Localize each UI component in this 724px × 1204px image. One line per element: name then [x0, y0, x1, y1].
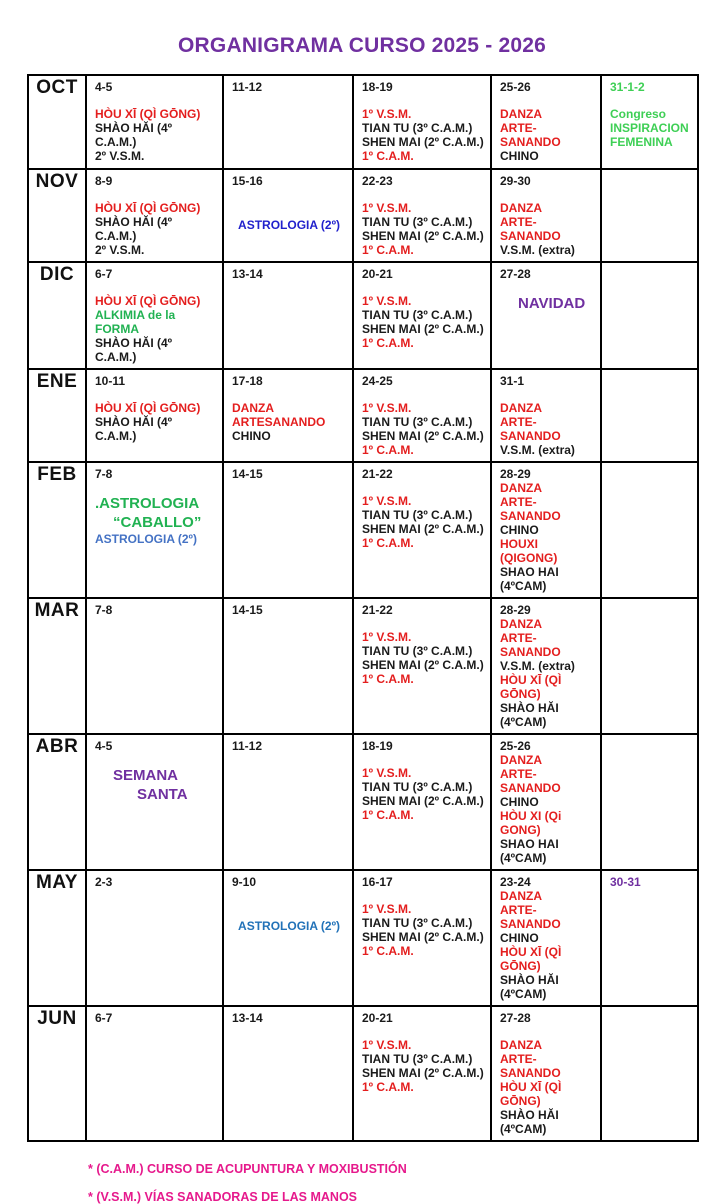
cell-line: CHINO	[500, 795, 539, 809]
schedule-table	[27, 74, 699, 1142]
cell-line: 1º C.A.M.	[362, 243, 414, 257]
cell-line: SANTA	[137, 786, 188, 803]
month-label: MAR	[28, 598, 86, 734]
cell-date: 23-24	[500, 875, 531, 889]
cell-date: 6-7	[95, 1011, 113, 1025]
cell-line: TIAN TU (3º C.A.M.)	[362, 780, 473, 794]
calendar-cell	[223, 369, 353, 462]
cell-line: HOUXI (QIGONG)	[500, 537, 558, 565]
calendar-cell	[353, 734, 491, 870]
cell-line: 1º V.S.M.	[362, 401, 412, 415]
cell-line: HÒU XĪ (QÌ GŌNG)	[500, 1080, 562, 1108]
month-label: NOV	[28, 169, 86, 262]
cell-line: 1º V.S.M.	[362, 902, 412, 916]
cell-line: SHEN MAI (2º C.A.M.)	[362, 135, 484, 149]
cell-date: 14-15	[232, 467, 263, 481]
cell-date: 7-8	[95, 467, 113, 481]
cell-line: DANZA	[500, 201, 542, 215]
cell-line: ARTE-SANANDO	[500, 631, 561, 659]
calendar-cell	[86, 169, 223, 262]
calendar-cell	[353, 462, 491, 598]
cell-line: HÒU XĪ (QÌ GŌNG)	[500, 945, 562, 973]
cell-date: 17-18	[232, 374, 263, 388]
cell-line: ARTE-SANANDO	[500, 415, 561, 443]
calendar-cell	[86, 1006, 223, 1141]
cell-line: Congreso	[610, 107, 667, 121]
cell-line: SHEN MAI (2º C.A.M.)	[362, 229, 484, 243]
month-row	[28, 598, 698, 734]
cell-line: SHÀO HĂI (4ºCAM)	[500, 1108, 559, 1136]
cell-date: 11-12	[232, 80, 263, 94]
cell-date: 7-8	[95, 603, 113, 617]
calendar-cell	[491, 369, 601, 462]
calendar-cell	[86, 870, 223, 1006]
calendar-cell	[223, 75, 353, 169]
footnote-cam: * (C.A.M.) CURSO DE ACUPUNTURA Y MOXIBUSTIÓN	[88, 1162, 407, 1176]
cell-line: DANZA	[232, 401, 274, 415]
month-label: ABR	[28, 734, 86, 870]
cell-date: 31-1	[500, 374, 525, 388]
cell-line: SHEN MAI (2º C.A.M.)	[362, 794, 484, 808]
cell-line: TIAN TU (3º C.A.M.)	[362, 916, 473, 930]
cell-line: DANZA	[500, 401, 542, 415]
cell-date: 4-5	[95, 739, 113, 753]
cell-line: 1º V.S.M.	[362, 107, 412, 121]
cell-line: SHÀO HĂI (4º C.A.M.)	[95, 121, 173, 149]
cell-date: 15-16	[232, 174, 263, 188]
cell-date: 13-14	[232, 267, 263, 281]
cell-line: CHINO	[500, 931, 539, 945]
cell-line: ARTESANANDO	[232, 415, 326, 429]
cell-date: 25-26	[500, 80, 531, 94]
calendar-cell	[86, 734, 223, 870]
cell-date: 27-28	[500, 1011, 531, 1025]
cell-date: 18-19	[362, 739, 393, 753]
month-row	[28, 262, 698, 369]
month-row	[28, 75, 698, 169]
calendar-cell	[491, 598, 601, 734]
cell-line: 1º C.A.M.	[362, 443, 414, 457]
cell-line: TIAN TU (3º C.A.M.)	[362, 308, 473, 322]
calendar-cell	[86, 598, 223, 734]
cell-line: 2º V.S.M.	[95, 149, 145, 163]
footnotes	[88, 1162, 724, 1204]
cell-line: SHAO HAI (4ºCAM)	[500, 837, 559, 865]
cell-line: ALKIMIA de la FORMA	[95, 308, 176, 336]
month-label: MAY	[28, 870, 86, 1006]
cell-date: 2-3	[95, 875, 113, 889]
cell-line: SHÀO HĂI (4º C.A.M.)	[95, 336, 173, 364]
cell-line: HÒU XĪ (QÌ GŌNG)	[95, 201, 201, 215]
cell-line: 1º C.A.M.	[362, 336, 414, 350]
calendar-cell	[223, 734, 353, 870]
calendar-cell	[491, 462, 601, 598]
cell-line: 1º V.S.M.	[362, 1038, 412, 1052]
cell-line: SHÀO HĂI (4º C.A.M.)	[95, 415, 173, 443]
calendar-cell	[491, 734, 601, 870]
cell-line: SHÀO HĂI (4ºCAM)	[500, 973, 559, 1001]
cell-line: 1º V.S.M.	[362, 494, 412, 508]
cell-line: TIAN TU (3º C.A.M.)	[362, 215, 473, 229]
month-row	[28, 369, 698, 462]
cell-date: 28-29	[500, 603, 531, 617]
cell-line: 1º V.S.M.	[362, 766, 412, 780]
cell-line: HÒU XĪ (QÌ GŌNG)	[95, 294, 201, 308]
month-row	[28, 169, 698, 262]
month-label: DIC	[28, 262, 86, 369]
cell-line: HÒU XĪ (QÌ GŌNG)	[95, 401, 201, 415]
calendar-cell	[353, 870, 491, 1006]
cell-line: ASTROLOGIA (2º)	[238, 218, 340, 232]
calendar-cell	[491, 262, 601, 369]
cell-line: 1º V.S.M.	[362, 201, 412, 215]
calendar-cell	[353, 598, 491, 734]
calendar-cell	[86, 75, 223, 169]
calendar-cell	[601, 734, 698, 870]
month-label: OCT	[28, 75, 86, 169]
cell-line: ARTE-SANANDO	[500, 495, 561, 523]
calendar-cell	[491, 870, 601, 1006]
cell-date: 9-10	[232, 875, 257, 889]
calendar-cell	[353, 75, 491, 169]
calendar-cell	[223, 1006, 353, 1141]
cell-line: V.S.M. (extra)	[500, 243, 575, 257]
cell-line: ASTROLOGIA (2º)	[95, 532, 197, 546]
cell-line: TIAN TU (3º C.A.M.)	[362, 508, 473, 522]
cell-date: 14-15	[232, 603, 263, 617]
cell-line: NAVIDAD	[518, 295, 586, 312]
month-row	[28, 734, 698, 870]
cell-line: ARTE-SANANDO	[500, 215, 561, 243]
month-label: JUN	[28, 1006, 86, 1141]
calendar-cell	[353, 262, 491, 369]
cell-line: ARTE-SANANDO	[500, 1052, 561, 1080]
cell-line: FEMENINA	[610, 135, 673, 149]
cell-line: CHINO	[500, 149, 539, 163]
calendar-cell	[86, 462, 223, 598]
cell-line: V.S.M. (extra)	[500, 659, 575, 673]
cell-date: 22-23	[362, 174, 393, 188]
cell-date: 20-21	[362, 267, 393, 281]
cell-line: SEMANA	[113, 767, 179, 784]
cell-line: DANZA	[500, 617, 542, 631]
cell-date: 24-25	[362, 374, 393, 388]
cell-date: 6-7	[95, 267, 113, 281]
cell-line: 1º V.S.M.	[362, 630, 412, 644]
cell-line: ARTE-SANANDO	[500, 903, 561, 931]
calendar-cell	[223, 598, 353, 734]
cell-line: HÒU XI (Qi GONG)	[500, 809, 562, 837]
cell-date: 27-28	[500, 267, 531, 281]
cell-line: SHEN MAI (2º C.A.M.)	[362, 1066, 484, 1080]
cell-line: SHÀO HĂI (4º C.A.M.)	[95, 215, 173, 243]
cell-line: ARTE-SANANDO	[500, 767, 561, 795]
cell-date: 29-30	[500, 174, 531, 188]
calendar-cell	[601, 169, 698, 262]
cell-line: HÒU XĪ (QÌ GŌNG)	[95, 107, 201, 121]
cell-date: 25-26	[500, 739, 531, 753]
cell-line: TIAN TU (3º C.A.M.)	[362, 415, 473, 429]
cell-line: ASTROLOGIA (2º)	[238, 919, 340, 933]
cell-line: TIAN TU (3º C.A.M.)	[362, 121, 473, 135]
calendar-cell	[491, 169, 601, 262]
cell-line: 1º C.A.M.	[362, 808, 414, 822]
cell-line: DANZA	[500, 889, 542, 903]
footnote-vsm: * (V.S.M.) VÍAS SANADORAS DE LAS MANOS	[88, 1190, 358, 1204]
cell-line: CHINO	[232, 429, 271, 443]
cell-date: 20-21	[362, 1011, 393, 1025]
calendar-cell	[601, 598, 698, 734]
cell-line: “CABALLO”	[113, 514, 202, 531]
cell-line: V.S.M. (extra)	[500, 443, 575, 457]
cell-line: SHEN MAI (2º C.A.M.)	[362, 522, 484, 536]
calendar-cell	[601, 75, 698, 169]
cell-date: 10-11	[95, 374, 126, 388]
calendar-cell	[86, 262, 223, 369]
calendar-cell	[223, 169, 353, 262]
calendar-cell	[601, 369, 698, 462]
calendar-cell	[491, 1006, 601, 1141]
cell-line: SHEN MAI (2º C.A.M.)	[362, 658, 484, 672]
cell-date: 18-19	[362, 80, 393, 94]
calendar-cell	[223, 870, 353, 1006]
cell-line: DANZA	[500, 1038, 542, 1052]
month-row	[28, 870, 698, 1006]
calendar-cell	[353, 369, 491, 462]
cell-line: 1º C.A.M.	[362, 944, 414, 958]
cell-date: 13-14	[232, 1011, 263, 1025]
cell-line: SHEN MAI (2º C.A.M.)	[362, 429, 484, 443]
cell-line: 1º C.A.M.	[362, 149, 414, 163]
calendar-cell	[223, 462, 353, 598]
cell-date: 31-1-2	[610, 80, 645, 94]
cell-line: DANZA	[500, 107, 542, 121]
schedule-table-body	[28, 75, 698, 1141]
calendar-cell	[601, 870, 698, 1006]
cell-line: TIAN TU (3º C.A.M.)	[362, 1052, 473, 1066]
month-row	[28, 462, 698, 598]
cell-date: 11-12	[232, 739, 263, 753]
cell-line: 2º V.S.M.	[95, 243, 145, 257]
cell-line: INSPIRACION	[610, 121, 689, 135]
cell-line: SHEN MAI (2º C.A.M.)	[362, 930, 484, 944]
cell-date: 4-5	[95, 80, 113, 94]
cell-line: DANZA	[500, 481, 542, 495]
cell-line: 1º C.A.M.	[362, 1080, 414, 1094]
cell-line: HÒU XĪ (QÌ GŌNG)	[500, 673, 562, 701]
calendar-cell	[601, 1006, 698, 1141]
cell-date: 28-29	[500, 467, 531, 481]
month-label: ENE	[28, 369, 86, 462]
page-title: ORGANIGRAMA CURSO 2025 - 2026	[178, 34, 546, 57]
month-label: FEB	[28, 462, 86, 598]
cell-line: SHEN MAI (2º C.A.M.)	[362, 322, 484, 336]
cell-line: .ASTROLOGIA	[95, 495, 200, 512]
cell-date: 30-31	[610, 875, 641, 889]
cell-line: SHAO HAI (4ºCAM)	[500, 565, 559, 593]
cell-line: DANZA	[500, 753, 542, 767]
cell-line: CHINO	[500, 523, 539, 537]
calendar-cell	[491, 75, 601, 169]
cell-line: SHÀO HĂI (4ºCAM)	[500, 701, 559, 729]
cell-line: 1º C.A.M.	[362, 536, 414, 550]
calendar-cell	[353, 1006, 491, 1141]
calendar-cell	[86, 369, 223, 462]
cell-line: 1º V.S.M.	[362, 294, 412, 308]
cell-date: 21-22	[362, 467, 393, 481]
calendar-cell	[601, 262, 698, 369]
cell-date: 16-17	[362, 875, 393, 889]
calendar-cell	[601, 462, 698, 598]
cell-line: ARTE-SANANDO	[500, 121, 561, 149]
cell-line: TIAN TU (3º C.A.M.)	[362, 644, 473, 658]
cell-date: 21-22	[362, 603, 393, 617]
cell-line: 1º C.A.M.	[362, 672, 414, 686]
cell-date: 8-9	[95, 174, 113, 188]
month-row	[28, 1006, 698, 1141]
calendar-cell	[353, 169, 491, 262]
calendar-cell	[223, 262, 353, 369]
